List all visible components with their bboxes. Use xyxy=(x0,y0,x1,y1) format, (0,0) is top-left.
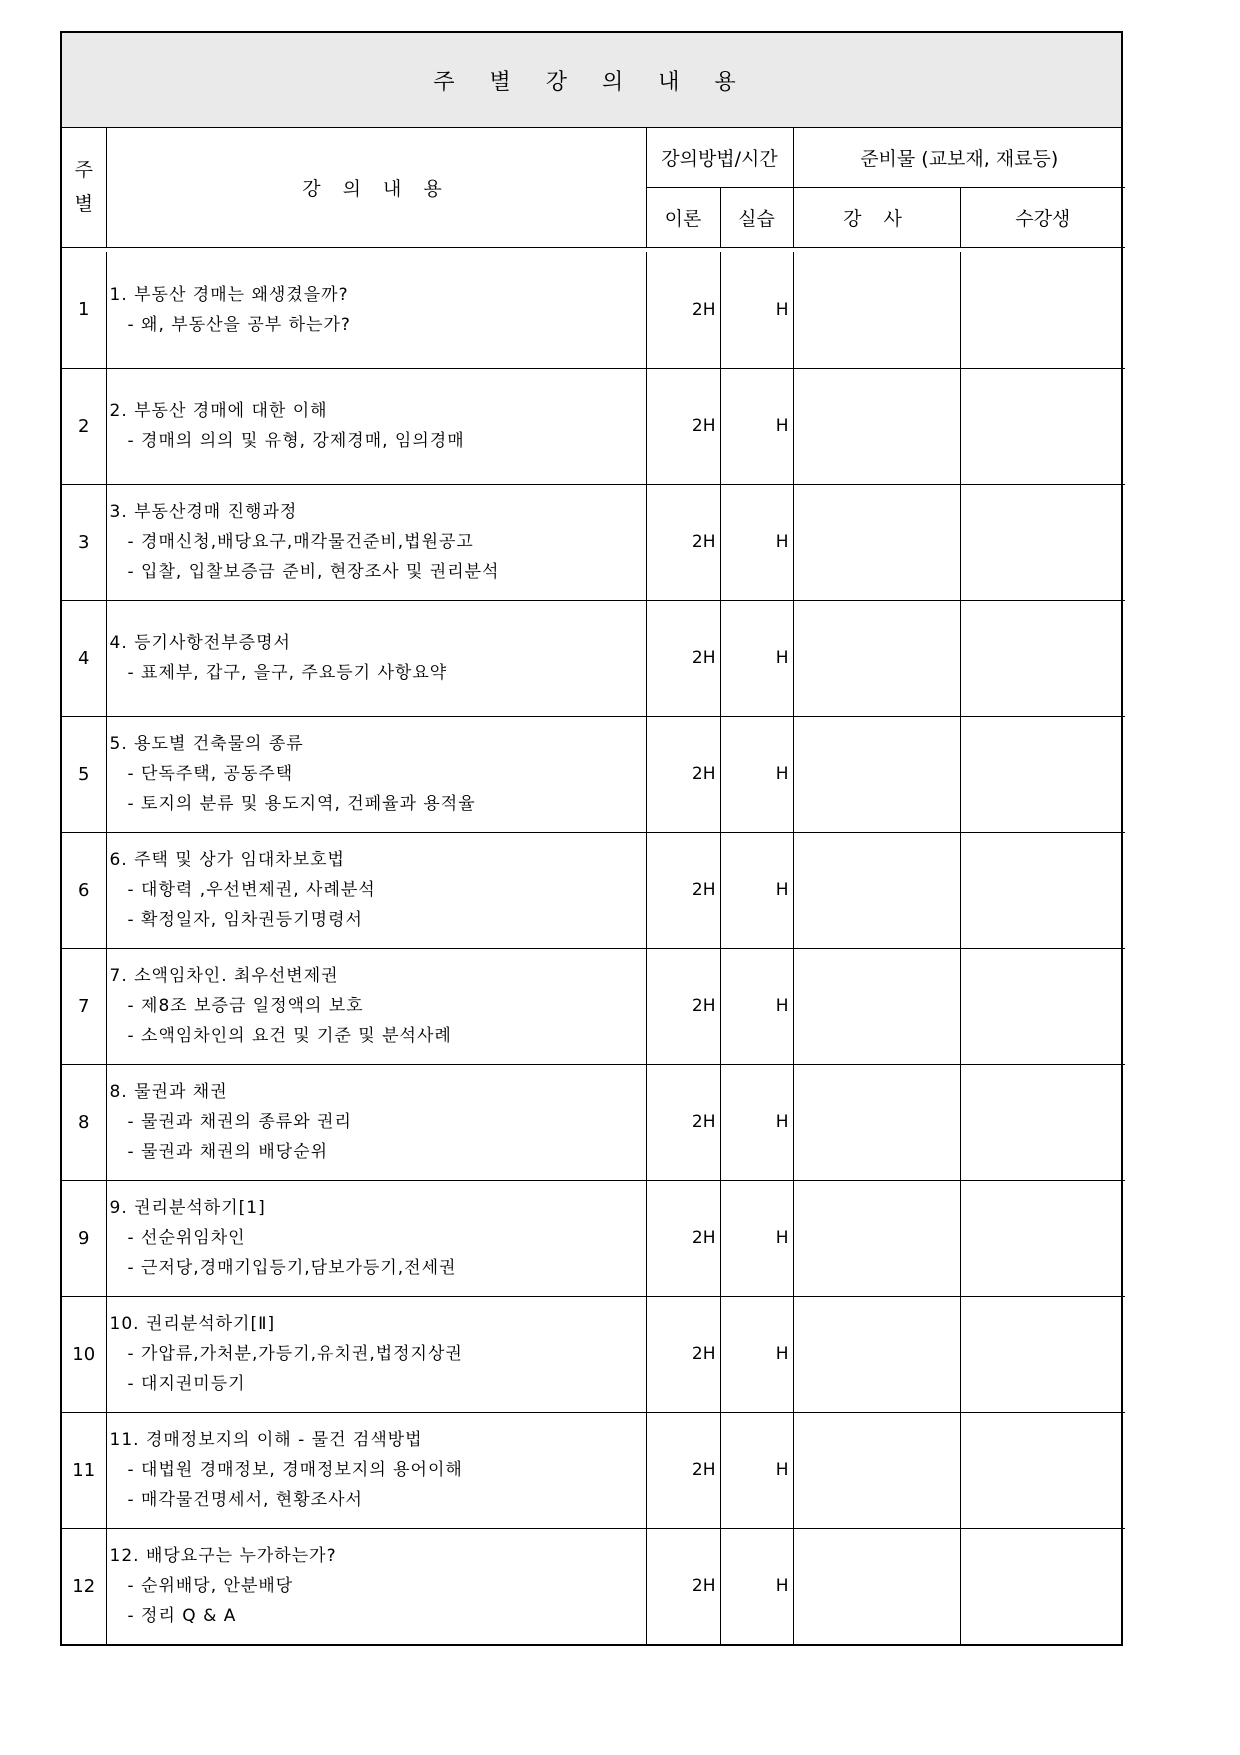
lecture-subtopic: - 정리 Q & A xyxy=(127,1606,237,1627)
week-number: 7 xyxy=(62,948,106,1064)
lecture-subtopic: - 확정일자, 임차권등기명령서 xyxy=(127,910,363,930)
table-row xyxy=(62,252,1125,368)
student-materials xyxy=(960,948,1125,1064)
theory-hours: 2H xyxy=(646,1180,720,1296)
lecture-subtopic: - 물권과 채권의 배당순위 xyxy=(127,1142,329,1162)
lecture-content xyxy=(106,484,646,600)
lecture-subtopic: - 근저당,경매기입등기,담보가등기,전세권 xyxy=(127,1258,457,1278)
lecture-topic: 1. 부동산 경매는 왜생겼을까? xyxy=(109,284,349,305)
table-body xyxy=(62,252,1125,1644)
lecture-table xyxy=(62,128,1125,1644)
instructor-materials xyxy=(793,1064,960,1180)
week-number: 9 xyxy=(62,1180,106,1296)
theory-hours: 2H xyxy=(646,484,720,600)
lecture-content xyxy=(106,1296,646,1412)
student-materials xyxy=(960,600,1125,716)
lecture-content xyxy=(106,1412,646,1528)
instructor-materials xyxy=(793,484,960,600)
theory-hours: 2H xyxy=(646,1528,720,1644)
instructor-materials xyxy=(793,1412,960,1528)
instructor-materials xyxy=(793,948,960,1064)
student-materials xyxy=(960,252,1125,368)
theory-hours: 2H xyxy=(646,252,720,368)
instructor-materials xyxy=(793,716,960,832)
week-number: 11 xyxy=(62,1412,106,1528)
practice-hours: H xyxy=(720,600,793,716)
practice-hours: H xyxy=(720,368,793,484)
week-number: 12 xyxy=(62,1528,106,1644)
lecture-topic: 3. 부동산경매 진행과정 xyxy=(109,502,298,522)
lecture-subtopic: - 입찰, 입찰보증금 준비, 현장조사 및 권리분석 xyxy=(127,562,500,582)
practice-hours: H xyxy=(720,1412,793,1528)
student-header: 수강생 xyxy=(960,187,1125,247)
lecture-content xyxy=(106,1528,646,1644)
student-materials xyxy=(960,1296,1125,1412)
lecture-subtopic: - 왜, 부동산을 공부 하는가? xyxy=(127,314,351,335)
lecture-subtopic: - 선순위임차인 xyxy=(127,1228,246,1248)
practice-hours: H xyxy=(720,832,793,948)
theory-hours: 2H xyxy=(646,1064,720,1180)
lecture-topic: 6. 주택 및 상가 임대차보호법 xyxy=(109,850,345,870)
student-materials xyxy=(960,1180,1125,1296)
lecture-content xyxy=(106,832,646,948)
lecture-content xyxy=(106,600,646,716)
lecture-subtopic: - 가압류,가처분,가등기,유치권,법정지상권 xyxy=(127,1344,463,1364)
instructor-header: 강 사 xyxy=(793,187,960,247)
practice-hours: H xyxy=(720,252,793,368)
table-row xyxy=(62,484,1125,600)
theory-hours: 2H xyxy=(646,368,720,484)
table-row xyxy=(62,716,1125,832)
week-header-bottom: 별 xyxy=(74,193,93,216)
lecture-topic: 10. 권리분석하기[Ⅱ] xyxy=(109,1314,276,1334)
practice-hours: H xyxy=(720,1296,793,1412)
lecture-content xyxy=(106,1064,646,1180)
lecture-content xyxy=(106,948,646,1064)
lecture-subtopic: - 대법원 경매정보, 경매정보지의 용어이해 xyxy=(127,1460,463,1480)
lecture-topic: 7. 소액임차인. 최우선변제권 xyxy=(109,966,339,986)
lecture-subtopic: - 표제부, 갑구, 을구, 주요등기 사항요약 xyxy=(127,663,448,683)
practice-hours: H xyxy=(720,716,793,832)
lecture-subtopic: - 물권과 채권의 종류와 권리 xyxy=(127,1112,352,1132)
lecture-topic: 2. 부동산 경매에 대한 이해 xyxy=(109,401,328,421)
practice-header: 실습 xyxy=(720,187,793,247)
lecture-subtopic: - 소액임차인의 요건 및 기준 및 분석사례 xyxy=(127,1026,452,1046)
lecture-subtopic: - 토지의 분류 및 용도지역, 건페율과 용적율 xyxy=(127,794,476,814)
theory-hours: 2H xyxy=(646,832,720,948)
prep-header: 준비물 (교보재, 재료등) xyxy=(793,128,1125,187)
instructor-materials xyxy=(793,832,960,948)
lecture-subtopic: - 제8조 보증금 일정액의 보호 xyxy=(127,996,364,1016)
lecture-topic: 9. 권리분석하기[1] xyxy=(109,1198,266,1218)
table-row xyxy=(62,1180,1125,1296)
table-row xyxy=(62,1528,1125,1644)
lecture-topic: 12. 배당요구는 누가하는가? xyxy=(109,1546,337,1567)
lecture-subtopic: - 매각물건명세서, 현황조사서 xyxy=(127,1490,363,1510)
lecture-subtopic: - 대지권미등기 xyxy=(127,1374,246,1394)
table-row xyxy=(62,1296,1125,1412)
practice-hours: H xyxy=(720,1064,793,1180)
instructor-materials xyxy=(793,252,960,368)
table-row xyxy=(62,1412,1125,1528)
instructor-materials xyxy=(793,1180,960,1296)
lecture-topic: 4. 등기사항전부증명서 xyxy=(109,633,291,653)
student-materials xyxy=(960,1528,1125,1644)
practice-hours: H xyxy=(720,484,793,600)
lecture-topic: 8. 물권과 채권 xyxy=(109,1082,228,1102)
instructor-materials xyxy=(793,1528,960,1644)
theory-hours: 2H xyxy=(646,716,720,832)
table-row xyxy=(62,948,1125,1064)
theory-hours: 2H xyxy=(646,948,720,1064)
lecture-content xyxy=(106,716,646,832)
week-number: 5 xyxy=(62,716,106,832)
theory-hours: 2H xyxy=(646,600,720,716)
student-materials xyxy=(960,1064,1125,1180)
lecture-topic: 5. 용도별 건축물의 종류 xyxy=(109,734,304,754)
instructor-materials xyxy=(793,600,960,716)
practice-hours: H xyxy=(720,1528,793,1644)
week-number: 8 xyxy=(62,1064,106,1180)
table-row xyxy=(62,600,1125,716)
lecture-subtopic: - 대항력 ,우선변제권, 사례분석 xyxy=(127,880,376,900)
student-materials xyxy=(960,368,1125,484)
theory-hours: 2H xyxy=(646,1412,720,1528)
lecture-subtopic: - 경매의 의의 및 유형, 강제경매, 임의경매 xyxy=(127,431,465,451)
instructor-materials xyxy=(793,368,960,484)
student-materials xyxy=(960,484,1125,600)
week-number: 4 xyxy=(62,600,106,716)
table-row xyxy=(62,832,1125,948)
practice-hours: H xyxy=(720,948,793,1064)
week-number: 2 xyxy=(62,368,106,484)
content-header: 강 의 내 용 xyxy=(106,128,646,247)
week-header-top: 주 xyxy=(74,159,93,182)
lecture-content xyxy=(106,252,646,368)
lecture-subtopic: - 경매신청,배당요구,매각물건준비,법원공고 xyxy=(127,532,474,552)
instructor-materials xyxy=(793,1296,960,1412)
lecture-topic: 11. 경매정보지의 이해 - 물건 검색방법 xyxy=(109,1430,423,1450)
student-materials xyxy=(960,832,1125,948)
lecture-content xyxy=(106,368,646,484)
page-title: 주 별 강 의 내 용 xyxy=(62,33,1121,128)
theory-hours: 2H xyxy=(646,1296,720,1412)
lecture-content xyxy=(106,1180,646,1296)
week-number: 6 xyxy=(62,832,106,948)
table-row xyxy=(62,368,1125,484)
table-row xyxy=(62,1064,1125,1180)
theory-header: 이론 xyxy=(646,187,720,247)
weekly-lecture-table-sheet xyxy=(60,31,1123,1646)
practice-hours: H xyxy=(720,1180,793,1296)
week-number: 10 xyxy=(62,1296,106,1412)
method-time-header: 강의방법/시간 xyxy=(646,128,793,187)
lecture-subtopic: - 단독주택, 공동주택 xyxy=(127,764,294,784)
student-materials xyxy=(960,716,1125,832)
week-number: 1 xyxy=(62,252,106,368)
week-header xyxy=(62,128,106,247)
lecture-subtopic: - 순위배당, 안분배당 xyxy=(127,1576,294,1597)
week-number: 3 xyxy=(62,484,106,600)
student-materials xyxy=(960,1412,1125,1528)
